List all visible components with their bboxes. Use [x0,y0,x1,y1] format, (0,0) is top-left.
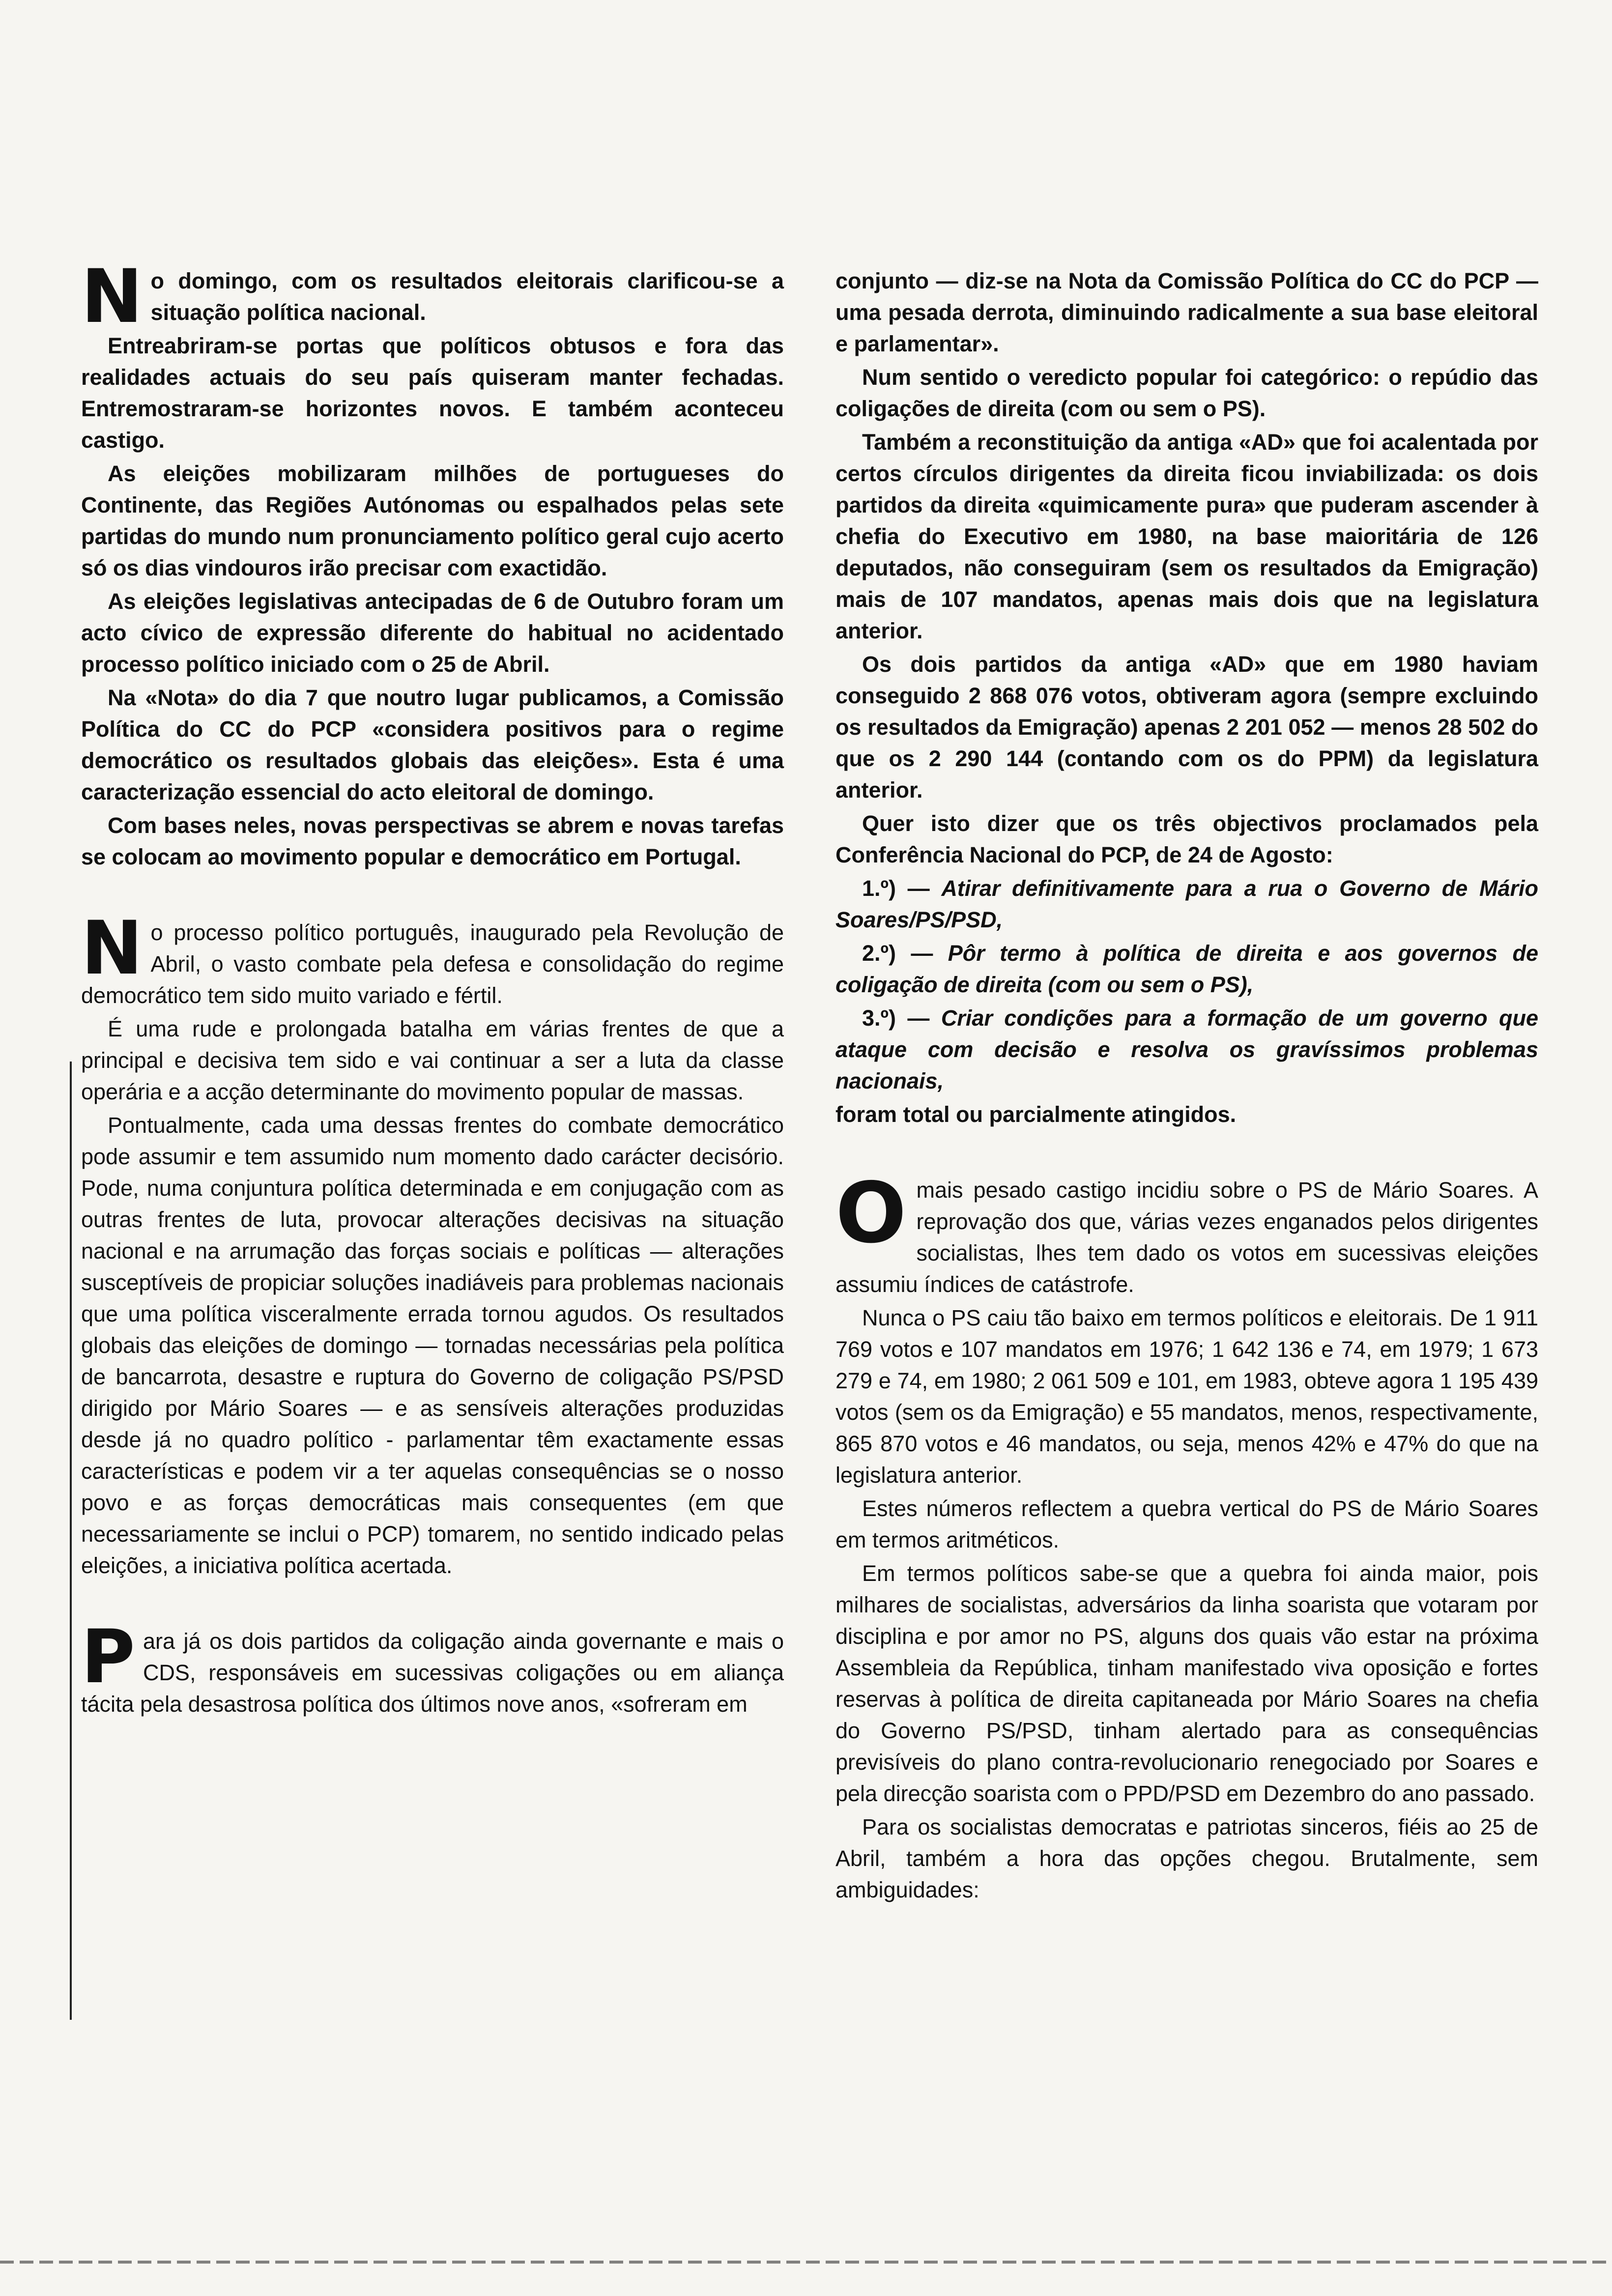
paragraph: Os dois partidos da antiga «AD» que em 1980 haviam conseguido 2 868 076 votos, obtiveram agora (sempre excluindo os resultados da Emigração) apenas 2 201 052 — menos 28 502 do que os 2 290 144 (contando com os do PPM) da legislatura anterior. [835,652,1538,803]
paragraph: foram total ou parcialmente atingidos. [835,1102,1237,1127]
drop-cap: N [81,906,143,991]
paragraph: Nunca o PS caiu tão baixo em termos políticos e eleitorais. De 1 911 769 votos e 107 mandatos em 1976; 1 642 136 e 74, em 1979; 1 673 279 e 74, em 1980; 2 061 509 e 101, em 1983, obteve agora 1 195 439 votos (sem os da Emigração) e 55 mandatos, menos, respectivamente, 865 870 votos e 46 mandatos, ou seja, menos 42% e 47% do que na legislatura anterior. [835,1305,1538,1488]
paragraph: As eleições mobilizaram milhões de portugueses do Continente, das Regiões Autónomas ou espalhados pelas sete partidas do mundo num pronunciamento político geral cujo acerto só os dias vindouros irão precisar com exactidão. [81,461,784,580]
drop-cap: O [835,1165,907,1262]
paragraph: Omais pesado castigo incidiu sobre o PS de Mário Soares. A reprovação dos que, várias vezes enganados pelos dirigentes socialistas, lhes tem dado os votos em sucessivas eleições assumiu índices de catástrofe. [835,1165,1538,1297]
drop-cap: N [81,254,143,340]
margin-rule [70,1062,72,2020]
paragraph: Pontualmente, cada uma dessas frentes do combate democrático pode assumir e tem assumido num momento dado carácter decisório. Pode, numa conjuntura política determinada e em conjugação com as outras frentes de luta, provocar alterações decisivas na situação nacional e na arrumação das forças sociais e políticas — alterações susceptíveis de propiciar soluções inadiáveis para problemas nacionais que uma política visceralmente errada tornou agudos. Os resultados globais das eleições de domingo — tornadas necessárias pela política de bancarrota, desastre e ruptura do Governo de coligação PS/PSD dirigido por Mário Soares — e as sensíveis alterações produzidas desde já no quadro político - parlamentar têm exactamente essas características e podem vir a ter aquelas consequências se o nosso povo e as forças democráticas mais consequentes (em que necessariamente se inclui o PCP) tomarem, no sentido indicado pelas eleições, a iniciativa política acertada. [81,1113,784,1578]
bottom-rule [0,2261,1612,2264]
paragraph: Estes números reflectem a quebra vertical do PS de Mário Soares em termos aritméticos. [835,1496,1538,1552]
right-column [835,265,1538,1950]
paragraph: Para os socialistas democratas e patriotas sinceros, fiéis ao 25 de Abril, também a hora das opções chegou. Brutalmente, sem ambiguidades: [835,1814,1538,1902]
paragraph: As eleições legislativas antecipadas de 6 de Outubro foram um acto cívico de expressão diferente do habitual no acidentado processo político iniciado com o 25 de Abril. [81,589,784,677]
article-section-1 [81,254,784,873]
paragraph: No domingo, com os resultados eleitorais clarificou-se a situação política nacional. [81,254,784,340]
objective-item-2: 2.º) — Pôr termo à política de direita e aos governos de coligação de direita (com ou sem o PS), [835,941,1538,997]
paragraph: Na «Nota» do dia 7 que noutro lugar publicamos, a Comissão Política do CC do PCP «considera positivos para o regime democrático os resultados globais das eleições». Esta é uma caracterização essencial do acto eleitoral de domingo. [81,685,784,804]
paragraph: Num sentido o veredicto popular foi categórico: o repúdio das coligações de direita (com ou sem o PS). [835,365,1538,421]
paragraph: Entreabriram-se portas que políticos obtusos e fora das realidades actuais do seu país quiseram manter fechadas. Entremostraram-se horizontes novos. E também aconteceu castigo. [81,333,784,453]
objective-item-1: 1.º) — Atirar definitivamente para a rua o Governo de Mário Soares/PS/PSD, [835,876,1538,932]
article-section-2 [81,906,784,1581]
paragraph: É uma rude e prolongada batalha em várias frentes de que a principal e decisiva tem sido e vai continuar a ser a luta da classe operária e a acção determinante do movimento popular de massas. [81,1016,784,1104]
drop-cap: P [81,1614,135,1700]
paragraph: Quer isto dizer que os três objectivos proclamados pela Conferência Nacional do PCP, de 24 de Agosto: [835,811,1538,867]
paragraph: Em termos políticos sabe-se que a quebra foi ainda maior, pois milhares de socialistas, adversários da linha soarista que votaram por disciplina e por amor no PS, alguns dos quais vão estar na próxima Assembleia da República, tinham manifestado viva oposição e fortes reservas à política de direita capitaneada por Mário Soares na chefia do Governo PS/PSD, tinham alertado para as consequências previsíveis do plano contra-revolucionario renegociado por Soares e pela direcção soarista com o PPD/PSD em Dezembro do ano passado. [835,1561,1538,1806]
left-column [81,254,784,1764]
paragraph: conjunto — diz-se na Nota da Comissão Política do CC do PCP — uma pesada derrota, diminuindo radicalmente a sua base eleitoral e parlamentar». [835,268,1538,356]
paragraph: Com bases neles, novas perspectivas se abrem e novas tarefas se colocam ao movimento popular e democrático em Portugal. [81,813,784,869]
bold-block [835,265,1538,1130]
paragraph: Para já os dois partidos da coligação ainda governante e mais o CDS, responsáveis em sucessivas coligações ou em aliança tácita pela desastrosa política dos últimos nove anos, «sofreram em [81,1614,784,1717]
paragraph: No processo político português, inaugurado pela Revolução de Abril, o vasto combate pela defesa e consolidação do regime democrático tem sido muito variado e fértil. [81,906,784,1008]
paragraph: Também a reconstituição da antiga «AD» que foi acalentada por certos círculos dirigentes da direita ficou inviabilizada: os dois partidos da direita «quimicamente pura» que puderam ascender à chefia do Executivo em 1980, na base maioritária de 126 deputados, não conseguiram (sem os resultados da Emigração) mais de 107 mandatos, apenas mais dois que na legislatura anterior. [835,430,1538,643]
objective-item-3: 3.º) — Criar condições para a formação de um governo que ataque com decisão e resolva os gravíssimos problemas nacionais, [835,1005,1538,1093]
article-section-continued [835,265,1538,1130]
article-section-ps [835,1165,1538,1906]
article-section-3 [81,1614,784,1720]
